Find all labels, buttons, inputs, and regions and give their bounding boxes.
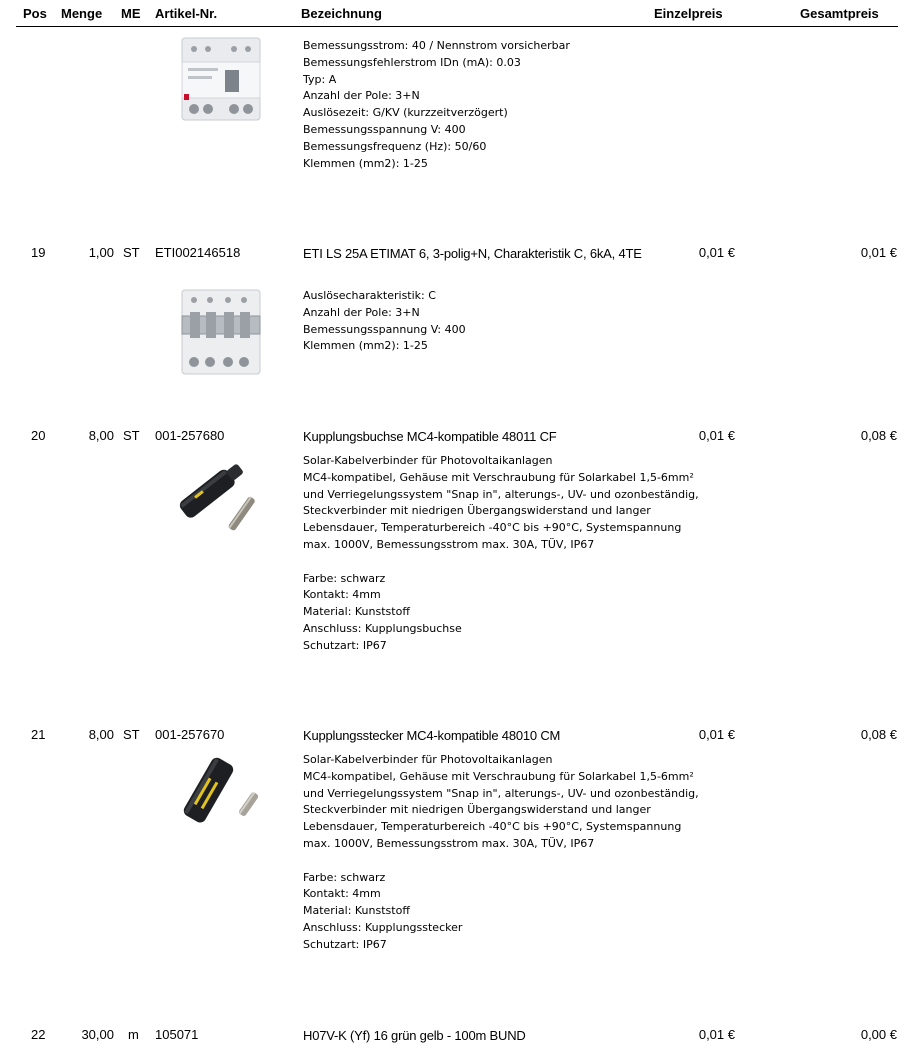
item-details: Solar-Kabelverbinder für Photovoltaikanlagen MC4-kompatibel, Gehäuse mit Verschraubung für Solarkabel 1,5-6mm² und Verriegelungssystem "Snap in", alterungs-, UV- und ozonbeständig, Steckverbinder mit niedrigen Übergangswiderstand und langer Lebensdauer, Temperaturbereich -40°C bis +90°C, Systemspannung max. 1000V, Bemessungsstrom max. 30A, TÜV, IP67 Farbe: schwarz Kontakt: 4mm Material: Kunststoff Anschluss: Kupplungsstecker Schutzart: IP67 — [303, 753, 699, 951]
col-header-me: ME — [121, 6, 141, 21]
item-title: Kupplungsstecker MC4-kompatible 48010 CM — [303, 728, 561, 743]
item-pos: 21 — [31, 727, 46, 742]
mc4-male-image — [172, 745, 268, 842]
item-gesamtpreis: 0,01 € — [860, 245, 897, 260]
col-header-artikel: Artikel-Nr. — [155, 6, 218, 21]
item-menge: 8,00 — [88, 428, 114, 443]
item-pos: 20 — [31, 428, 46, 443]
item-einzelpreis: 0,01 € — [698, 428, 735, 443]
col-header-bezeichnung: Bezeichnung — [301, 6, 382, 21]
item-einzelpreis: 0,01 € — [698, 245, 735, 260]
item-title: Kupplungsbuchse MC4-kompatible 48011 CF — [303, 429, 557, 444]
item-me: ST — [123, 245, 140, 260]
item-artikel: 105071 — [155, 1027, 199, 1042]
col-header-pos: Pos — [23, 6, 47, 21]
col-header-menge: Menge — [61, 6, 103, 21]
mcb-breaker-image — [180, 288, 262, 381]
col-header-einzelpreis: Einzelpreis — [654, 6, 723, 21]
item-menge: 1,00 — [88, 245, 114, 260]
item-gesamtpreis: 0,08 € — [860, 727, 897, 742]
item-artikel: 001-257670 — [155, 727, 225, 742]
item-artikel: ETI002146518 — [155, 245, 241, 260]
item-details: Auslösecharakteristik: C Anzahl der Pole: 3+N Bemessungsspannung V: 400 Klemmen (mm2): 1-25 — [303, 289, 466, 353]
item-menge: 8,00 — [88, 727, 114, 742]
header-rule — [16, 26, 898, 27]
item-me: m — [128, 1027, 139, 1042]
item-me: ST — [123, 428, 140, 443]
rcd-breaker-image — [180, 36, 262, 127]
col-header-gesamtpreis: Gesamtpreis — [800, 6, 879, 21]
item-artikel: 001-257680 — [155, 428, 225, 443]
item-einzelpreis: 0,01 € — [698, 1027, 735, 1042]
item-title: ETI LS 25A ETIMAT 6, 3-polig+N, Charakteristik C, 6kA, 4TE — [303, 246, 642, 261]
mc4-female-image — [172, 450, 264, 543]
item-gesamtpreis: 0,00 € — [860, 1027, 897, 1042]
item-pos: 22 — [31, 1027, 46, 1042]
item-me: ST — [123, 727, 140, 742]
item-gesamtpreis: 0,08 € — [860, 428, 897, 443]
item-menge: 30,00 — [81, 1027, 114, 1042]
item-title: H07V-K (Yf) 16 grün gelb - 100m BUND — [303, 1028, 526, 1043]
item-pos: 19 — [31, 245, 46, 260]
prev-item-details: Bemessungsstrom: 40 / Nennstrom vorsicherbar Bemessungsfehlerstrom IDn (mA): 0.03 Typ: A Anzahl der Pole: 3+N Auslösezeit: G/KV (kurzzeitverzögert) Bemessungsspannung V: 400 Bemessungsfrequenz (Hz): 50/60 Klemmen (mm2): 1-25 — [303, 39, 570, 170]
item-einzelpreis: 0,01 € — [698, 727, 735, 742]
item-details: Solar-Kabelverbinder für Photovoltaikanlagen MC4-kompatibel, Gehäuse mit Verschraubung für Solarkabel 1,5-6mm² und Verriegelungssystem "Snap in", alterungs-, UV- und ozonbeständig, Steckverbinder mit niedrigen Übergangswiderstand und langer Lebensdauer, Temperaturbereich -40°C bis +90°C, Systemspannung max. 1000V, Bemessungsstrom max. 30A, TÜV, IP67 Farbe: schwarz Kontakt: 4mm Material: Kunststoff Anschluss: Kupplungsbuchse Schutzart: IP67 — [303, 454, 699, 652]
